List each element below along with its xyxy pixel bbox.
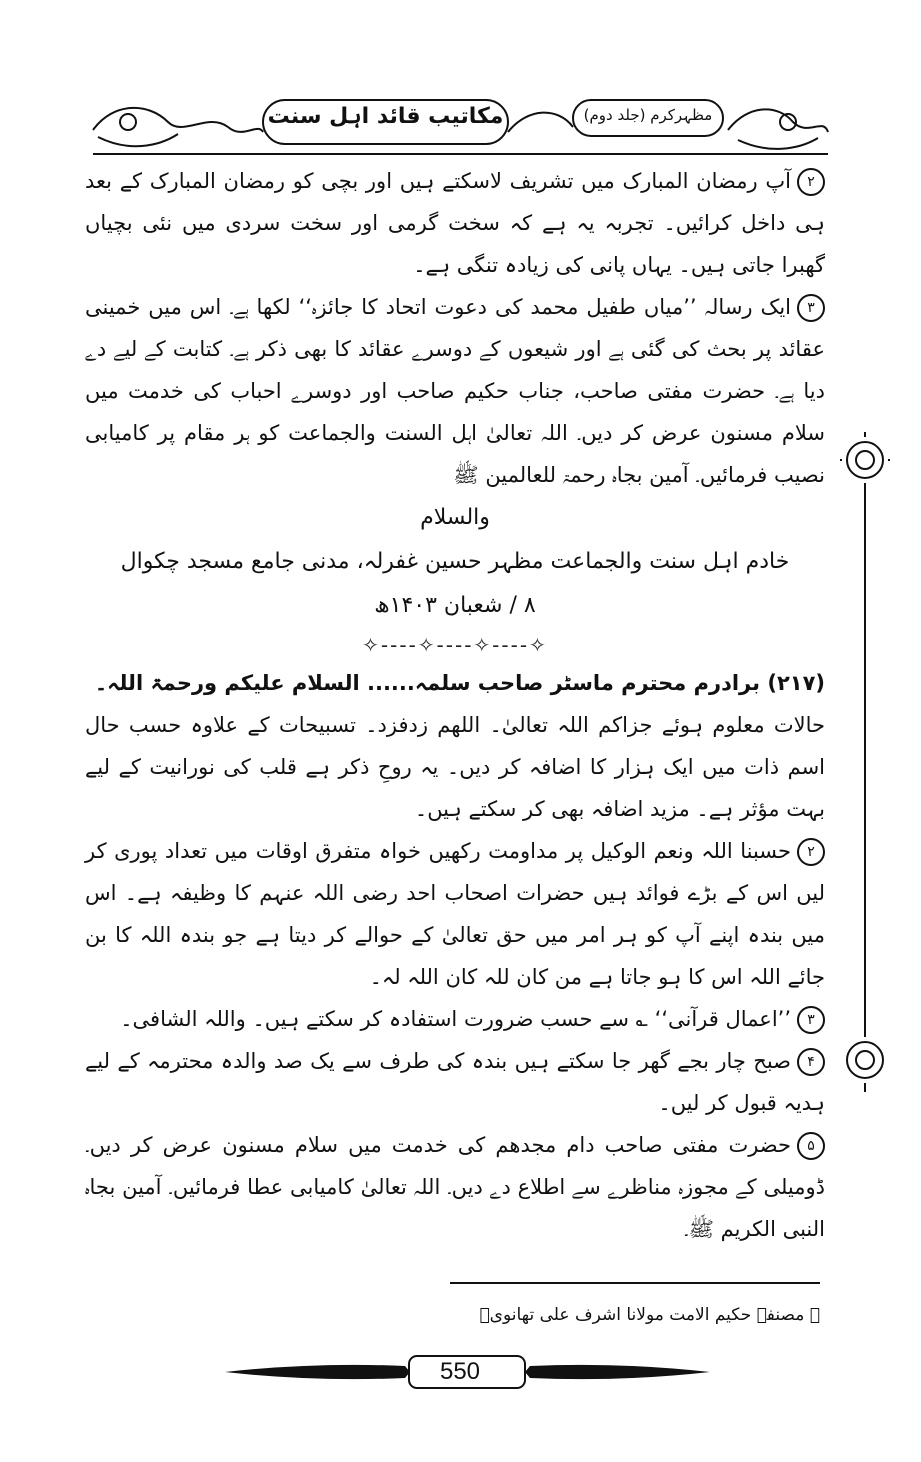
side-ornament-icon	[840, 432, 890, 1112]
salutation: والسلام	[420, 505, 490, 530]
item-number: ۳	[797, 294, 825, 322]
signature: خادم اہل سنت والجماعت مظہر حسین غفرلہ، مدنی جامع مسجد چکوال	[120, 549, 790, 574]
letter-item-4	[85, 1040, 825, 1124]
paragraph-3	[85, 286, 825, 496]
item-number: ۲	[797, 838, 825, 866]
paragraph-text: ایک رسالہ ’’میاں طفیل محمد کی دعوت اتحاد کا جائزہ‘‘ لکھا ہے۔ اس میں خمینی عقائد پر بحث کی گئی ہے اور شیعوں کے دوسرے عقائد کا بھی ذکر ہے۔ کتابت کے لیے دے دیا ہے۔ حضرت مفتی صاحب، جناب حکیم صاحب اور دوسرے احباب کی خدمت میں سلام مسنون عرض کر دیں۔ اللہ تعالیٰ اہل السنت والجماعت کو ہر مقام پر کامیابی نصیب فرمائیں۔ آمین بجاہ رحمۃ للعالمین ﷺ	[85, 295, 825, 487]
letter-item-2	[85, 830, 825, 998]
item-text: ’’اعمال قرآنی‘‘ ؎ سے حسب ضرورت استفادہ کر سکتے ہیں۔ واللہ الشافی۔	[120, 1007, 791, 1031]
letter-date: ۸ / شعبان ۱۴۰۳ھ	[374, 593, 536, 618]
item-number: ۴	[797, 1048, 825, 1076]
footnote: ؎ مصنفہ حکیم الامت مولانا اشرف علی تھانویؒ	[479, 1305, 820, 1325]
item-number: ۳	[797, 1006, 825, 1034]
page-number: 550	[439, 1358, 481, 1385]
item-number: ۲	[797, 168, 825, 196]
paragraph-text: آپ رمضان المبارک میں تشریف لاسکتے ہیں اور بچی کو رمضان المبارک کے بعد ہی داخل کرائیں۔ تجربہ یہ ہے کہ سخت گرمی اور سخت سردی میں نئی بچیاں گھبرا جاتی ہیں۔ یہاں پانی کی زیادہ تنگی ہے۔	[85, 169, 825, 277]
paragraph-2	[85, 160, 825, 286]
page-body	[85, 160, 825, 1250]
item-number: ۵	[797, 1132, 825, 1160]
letter-greeting: برادرم محترم ماسٹر صاحب سلمہ...... السلام علیکم ورحمۃ اللہ۔	[94, 671, 761, 695]
section-divider: ✧----✧----✧----✧	[362, 633, 548, 657]
item-text: صبح چار بجے گھر جا سکتے ہیں بندہ کی طرف سے یک صد والدہ محترمہ کے لیے ہدیہ قبول کر لیں۔	[85, 1049, 825, 1115]
letter-item-3	[85, 998, 825, 1040]
footnote-rule	[450, 1282, 820, 1284]
letter-opening	[85, 662, 825, 704]
letter-number: (۲۱۷)	[767, 671, 825, 695]
page-header	[88, 92, 833, 162]
item-text: حضرت مفتی صاحب دام مجدھم کی خدمت میں سلام مسنون عرض کر دیں۔ ڈومیلی کے مجوزہ مناظرے سے اطلاع دے دیں۔ اللہ تعالیٰ کامیابی عطا فرمائیں۔ آمین بجاہ النبی الکریم ﷺ۔	[85, 1133, 825, 1241]
letter-item-5	[85, 1124, 825, 1250]
letter-intro: حالات معلوم ہوئے جزاکم اللہ تعالیٰ۔ اللھم زدفزد۔ تسبیحات کے علاوہ حسب حال اسم ذات میں ایک ہزار کا اضافہ کر دیں۔ یہ روحِ ذکر ہے قلب کی نورانیت کے لیے بہت مؤثر ہے۔ مزید اضافہ بھی کر سکتے ہیں۔	[85, 713, 825, 821]
book-title: مظہرکرم (جلد دوم)	[583, 106, 713, 124]
running-title: مکاتیب قائد اہل سنت	[267, 104, 504, 129]
item-text: حسبنا اللہ ونعم الوکیل پر مداومت رکھیں خواہ متفرق اوقات میں تعداد پوری کر لیں اس کے بڑے فوائد ہیں حضرات اصحاب احد رضی اللہ عنہم کا وظیفہ ہے۔ اس میں بندہ اپنے آپ کو ہر امر میں حق تعالیٰ کے حوالے کر دیتا ہے جو بندہ اللہ کا بن جائے اللہ اس کا ہو جاتا ہے من کان للہ کان اللہ لہ۔	[85, 839, 825, 989]
